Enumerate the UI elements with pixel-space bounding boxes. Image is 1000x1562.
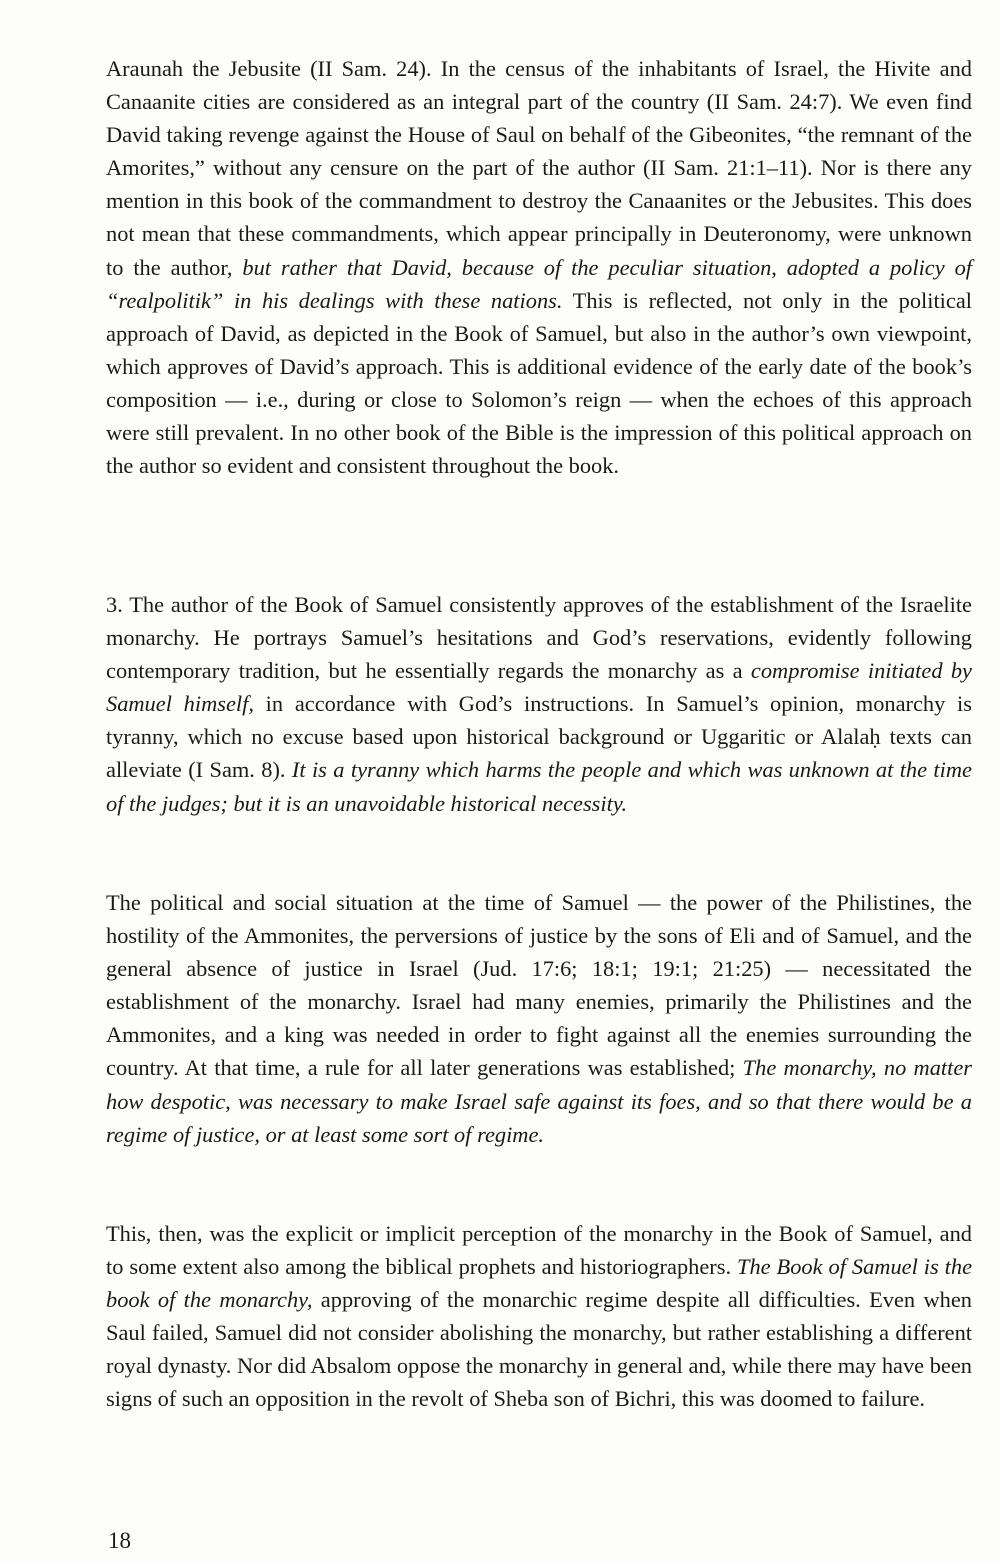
paragraph-realpolitik — [106, 52, 972, 482]
text-run: in accordance with God’s instructions. In Samuel’s opinion, monarchy is tyranny, which no excuse based upon historical background or Uggaritic or Alalaḥ texts can alleviate (I Sam. 8). — [106, 691, 972, 783]
italic-text-run: The monarchy, no matter how despotic, was necessary to make Israel safe against its foes, and so that there would be a regime of justice, or at least some sort of regime. — [106, 1055, 972, 1147]
text-run: approving of the monarchic regime despite all difficulties. Even when Saul failed, Samuel did not consider abolishing the monarchy, but rather establishing a different royal dynasty. Nor did Absalom oppose the monarchy in general and, while there may have been signs of such an opposition in the revolt of Sheba son of Bichri, this was doomed to failure. — [106, 1287, 972, 1412]
italic-text-run: compromise initiated by Samuel himself, — [106, 658, 972, 717]
text-run: 3. The author of the Book of Samuel consistently approves of the establishment of the Israelite monarchy. He portrays Samuel’s hesitations and God’s reservations, evidently following contemporary tradition, but he essentially regards the monarchy as a — [106, 592, 972, 684]
text-run: The political and social situation at the time of Samuel — the power of the Philistines, the hostility of the Ammonites, the perversions of justice by the sons of Eli and of Samuel, and the general absence of justice in Israel (Jud. 17:6; 18:1; 19:1; 21:25) — necessitated the establishment of the monarchy. Israel had many enemies, primarily the Philistines and the Ammonites, and a king was needed in order to fight against all the enemies surrounding the country. At that time, a rule for all later generations was established; — [106, 890, 972, 1081]
paragraph-political-situation — [106, 886, 972, 1151]
text-run: This, then, was the explicit or implicit perception of the monarchy in the Book of Samuel, and to some extent also among the biblical prophets and historiographers. — [106, 1221, 972, 1280]
italic-text-run: The Book of Samuel is the book of the monarchy, — [106, 1254, 973, 1313]
italic-text-run: but rather that David, because of the peculiar situation, adopted a policy of “realpolitik” in his dealings with these nations. — [106, 254, 972, 313]
page-number: 18 — [108, 1528, 131, 1553]
paragraph-book-of-monarchy — [106, 1217, 972, 1416]
text-run: Araunah the Jebusite (II Sam. 24). In the census of the inhabitants of Israel, the Hivite and Canaanite cities are considered as an integral part of the country (II Sam. 24:7). We even find David taking revenge against the House of Saul on behalf of the Gibeonites, “the remnant of the Amorites,” without any censure on the part of the author (II Sam. 21:1–11). Nor is there any mention in this book of the commandment to destroy the Canaanites or the Jebusites. This does not mean that these commandments, which appear principally in Deuteronomy, were unknown to the author, — [106, 56, 972, 280]
italic-text-run: It is a tyranny which harms the people and which was unknown at the time of the judges; but it is an unavoidable historical necessity. — [106, 757, 972, 816]
text-run: This is reflected, not only in the political approach of David, as depicted in the Book of Samuel, but also in the author’s own viewpoint, which approves of David’s approach. This is additional evidence of the early date of the book’s composition — i.e., during or close to Solomon’s reign — when the echoes of this approach were still prevalent. In no other book of the Bible is the impression of this political approach on the author so evident and consistent throughout the book. — [106, 287, 972, 479]
paragraph-monarchy-approval — [106, 588, 972, 820]
